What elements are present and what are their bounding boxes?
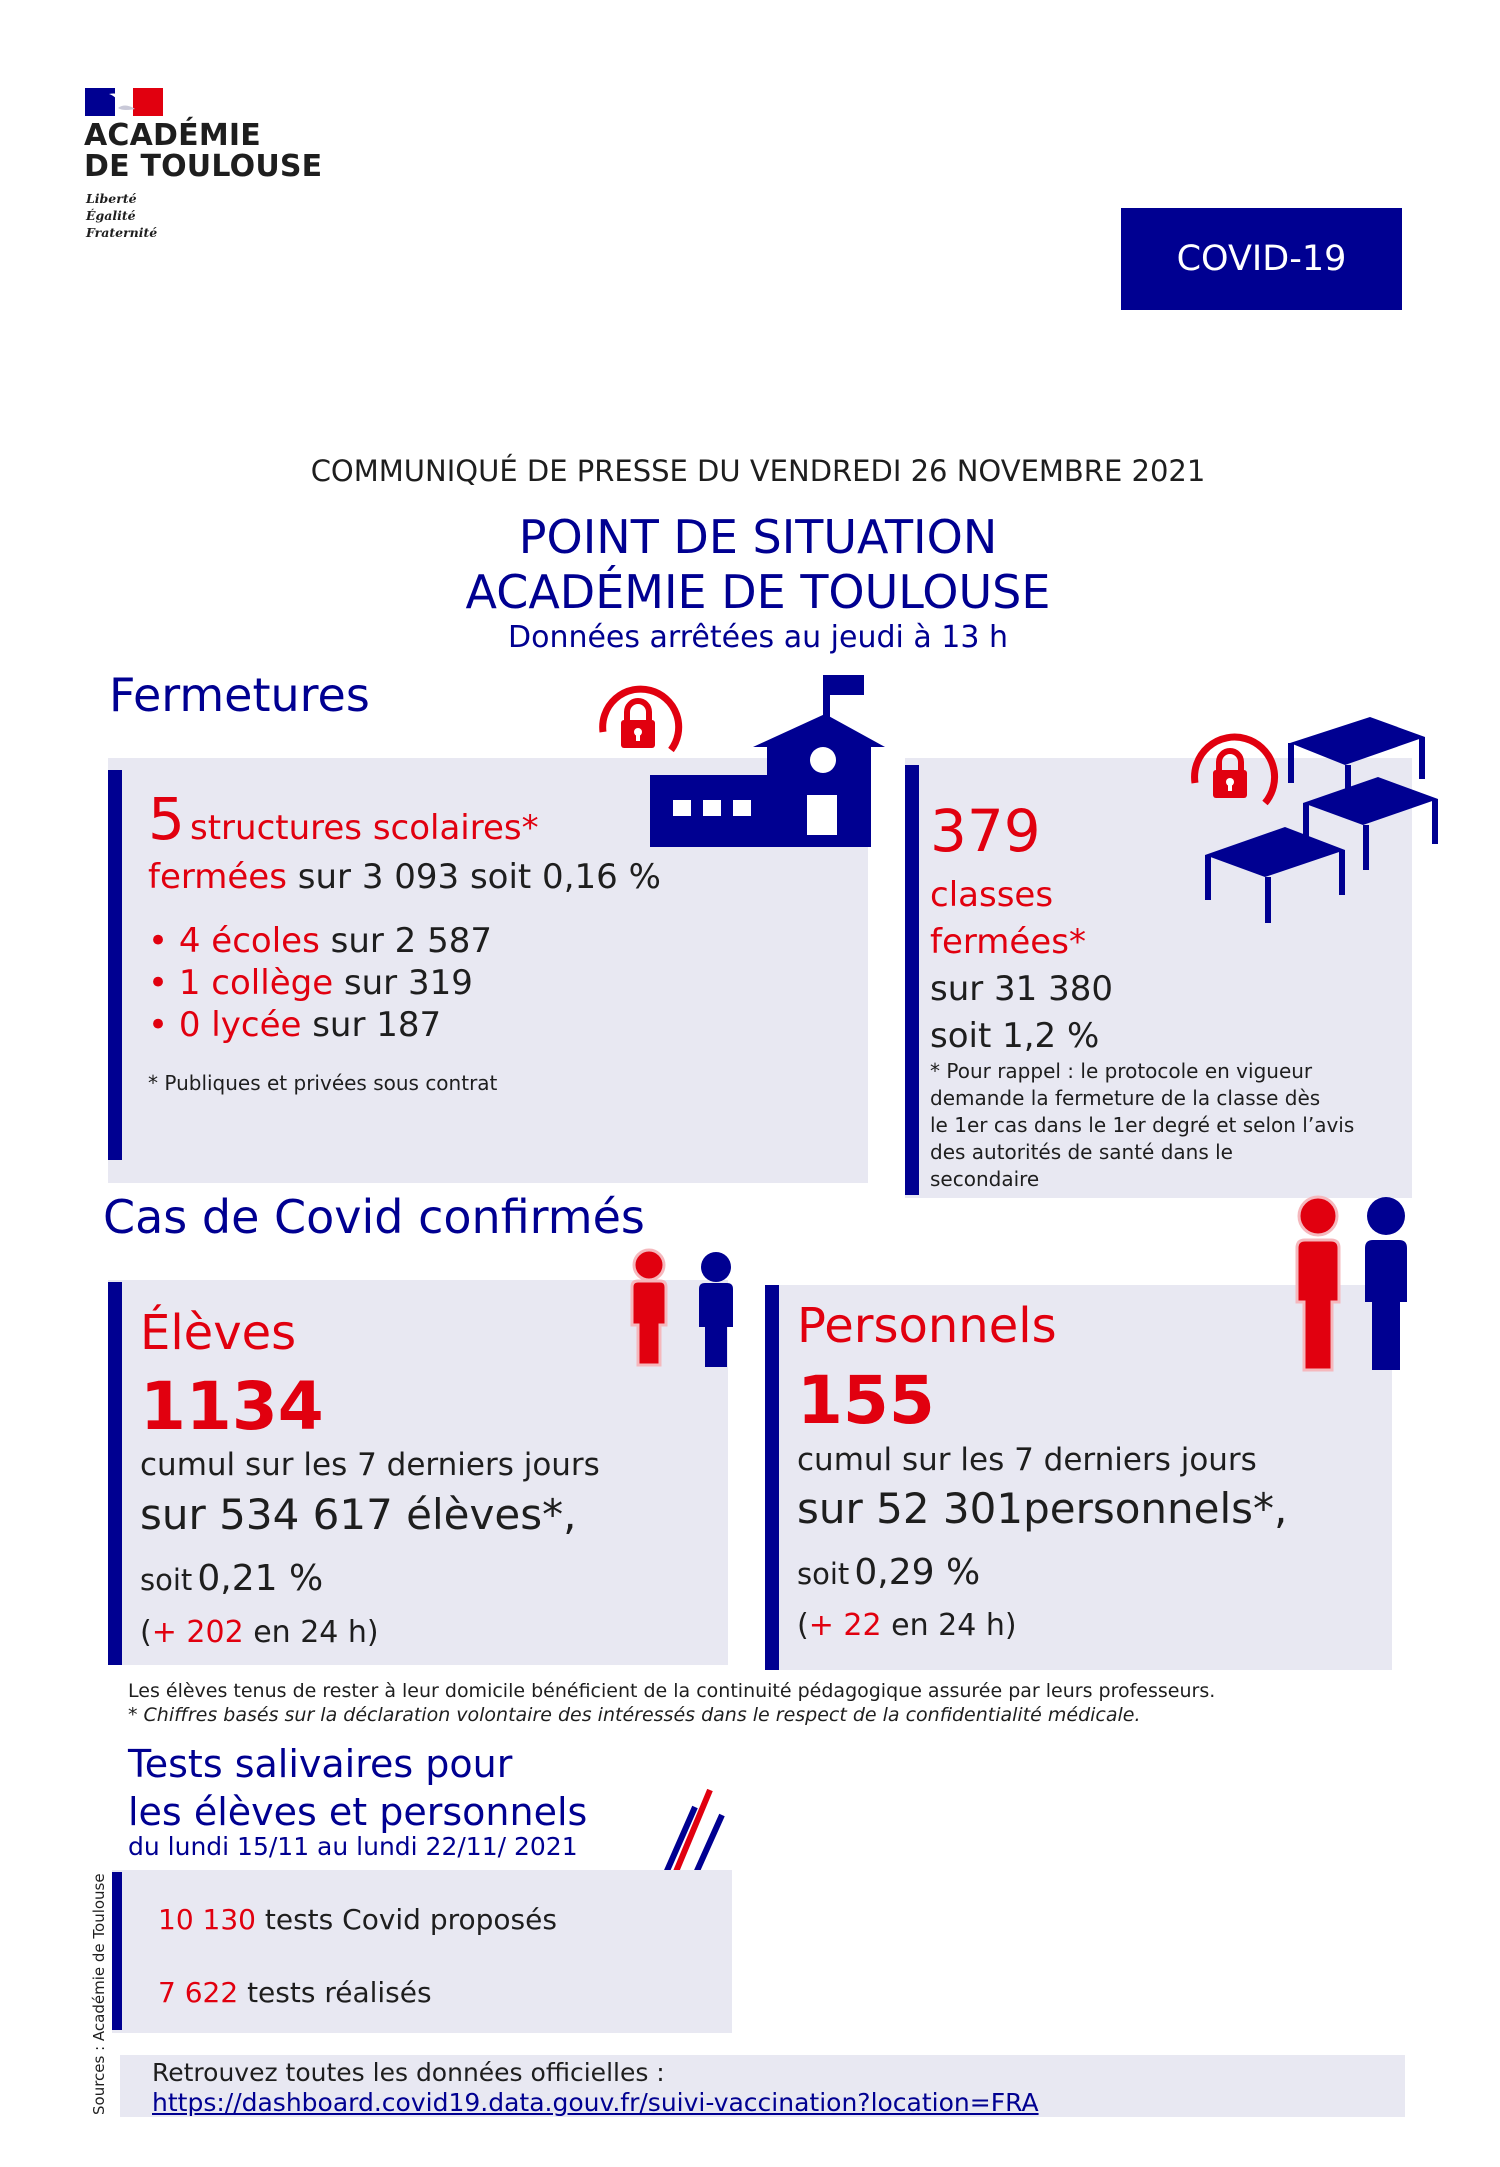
classes-total: sur 31 380 [930, 969, 1114, 1009]
structures-accent-bar [108, 770, 122, 1160]
tests-period: du lundi 15/11 au lundi 22/11/ 2021 [128, 1832, 578, 1861]
covid-cases-heading: Cas de Covid confirmés [103, 1190, 645, 1244]
personnels-count: 155 [797, 1362, 935, 1439]
classroom-tables-locked-icon [1185, 715, 1445, 925]
classes-footnote: * Pour rappel : le protocole en vigueur demande la fermeture de la classe dès le 1er cas dans le 1er degré et selon l’avis des autorités de santé dans le secondaire [930, 1059, 1355, 1191]
people-icon [620, 1245, 745, 1370]
classes-ratio: soit 1,2 % [930, 1016, 1100, 1056]
list-item: • 4 écoles sur 2 587 [148, 921, 492, 961]
motto-egalite: Égalité [86, 208, 136, 223]
personnels-title: Personnels [797, 1298, 1057, 1354]
covid-badge: COVID-19 [1121, 208, 1402, 310]
structures-label: structures scolaires* [190, 808, 539, 848]
motto-fraternite: Fraternité [86, 225, 158, 240]
personnels-daily-change: (+ 22 en 24 h) [797, 1608, 1017, 1643]
republic-motto [86, 190, 157, 241]
structures-closed-line [148, 856, 661, 898]
eleves-count: 1134 [140, 1368, 324, 1445]
personnels-ratio: soit 0,29 % [797, 1552, 981, 1593]
personnels-period: cumul sur les 7 derniers jours [797, 1442, 1257, 1478]
data-date-subtitle: Données arrêtées au jeudi à 13 h [507, 620, 1009, 655]
main-title-line1: POINT DE SITUATION [518, 510, 998, 564]
structures-list [148, 920, 492, 1046]
eleves-ratio: soit 0,21 % [140, 1558, 324, 1599]
dashboard-link[interactable]: https://dashboard.covid19.data.gouv.fr/suivi-vaccination?location=FRA [152, 2088, 1039, 2117]
eleves-period: cumul sur les 7 derniers jours [140, 1447, 600, 1483]
continuity-footnote: Les élèves tenus de rester à leur domicile bénéficient de la continuité pédagogique assurée par leurs professeurs. [128, 1680, 1216, 1702]
tests-proposed: 10 130 tests Covid proposés [158, 1903, 557, 1936]
structures-closed-word: fermées [148, 857, 287, 897]
footer-text: Retrouvez toutes les données officielles : [152, 2058, 665, 2087]
classes-accent-bar [905, 765, 919, 1195]
eleves-daily-change: (+ 202 en 24 h) [140, 1615, 379, 1650]
personnels-total: sur 52 301personnels*, [797, 1484, 1288, 1533]
motto-liberte: Liberté [86, 191, 137, 206]
school-locked-icon [585, 672, 885, 847]
list-item: • 1 collège sur 319 [148, 963, 473, 1003]
staff-people-icon [1285, 1190, 1420, 1375]
sources-note: Sources : Académie de Toulouse [90, 1873, 108, 2115]
academy-logo-text [84, 120, 322, 182]
structures-headline [148, 785, 539, 865]
republic-flag-logo [85, 88, 163, 116]
logo-line1: ACADÉMIE [84, 118, 261, 153]
list-item: • 0 lycée sur 187 [148, 1005, 442, 1045]
classes-text [930, 872, 1113, 1060]
classes-word: classes [930, 875, 1054, 915]
eleves-accent-bar [108, 1282, 122, 1665]
logo-line2: DE TOULOUSE [84, 149, 323, 184]
tests-heading-line1: Tests salivaires pour [128, 1742, 513, 1786]
tests-done: 7 622 tests réalisés [158, 1976, 432, 2009]
structures-ratio: sur 3 093 soit 0,16 % [297, 857, 661, 897]
personnels-accent-bar [765, 1285, 779, 1670]
classes-count: 379 [930, 797, 1041, 865]
main-title-line2: ACADÉMIE DE TOULOUSE [465, 565, 1051, 619]
eleves-total: sur 534 617 élèves*, [140, 1490, 577, 1539]
tests-accent-bar [112, 1872, 122, 2030]
structures-count: 5 [148, 785, 185, 853]
structures-footnote: * Publiques et privées sous contrat [148, 1071, 498, 1095]
tests-heading [128, 1740, 587, 1836]
eleves-title: Élèves [140, 1305, 297, 1361]
fermetures-heading: Fermetures [109, 668, 370, 722]
tests-heading-line2: les élèves et personnels [128, 1790, 588, 1834]
declaration-footnote: * Chiffres basés sur la déclaration volontaire des intéressés dans le respect de la confidentialité médicale. [128, 1704, 1141, 1726]
classes-closed-word: fermées* [930, 922, 1086, 962]
press-release-date: COMMUNIQUÉ DE PRESSE DU VENDREDI 26 NOVEMBRE 2021 [310, 454, 1206, 488]
